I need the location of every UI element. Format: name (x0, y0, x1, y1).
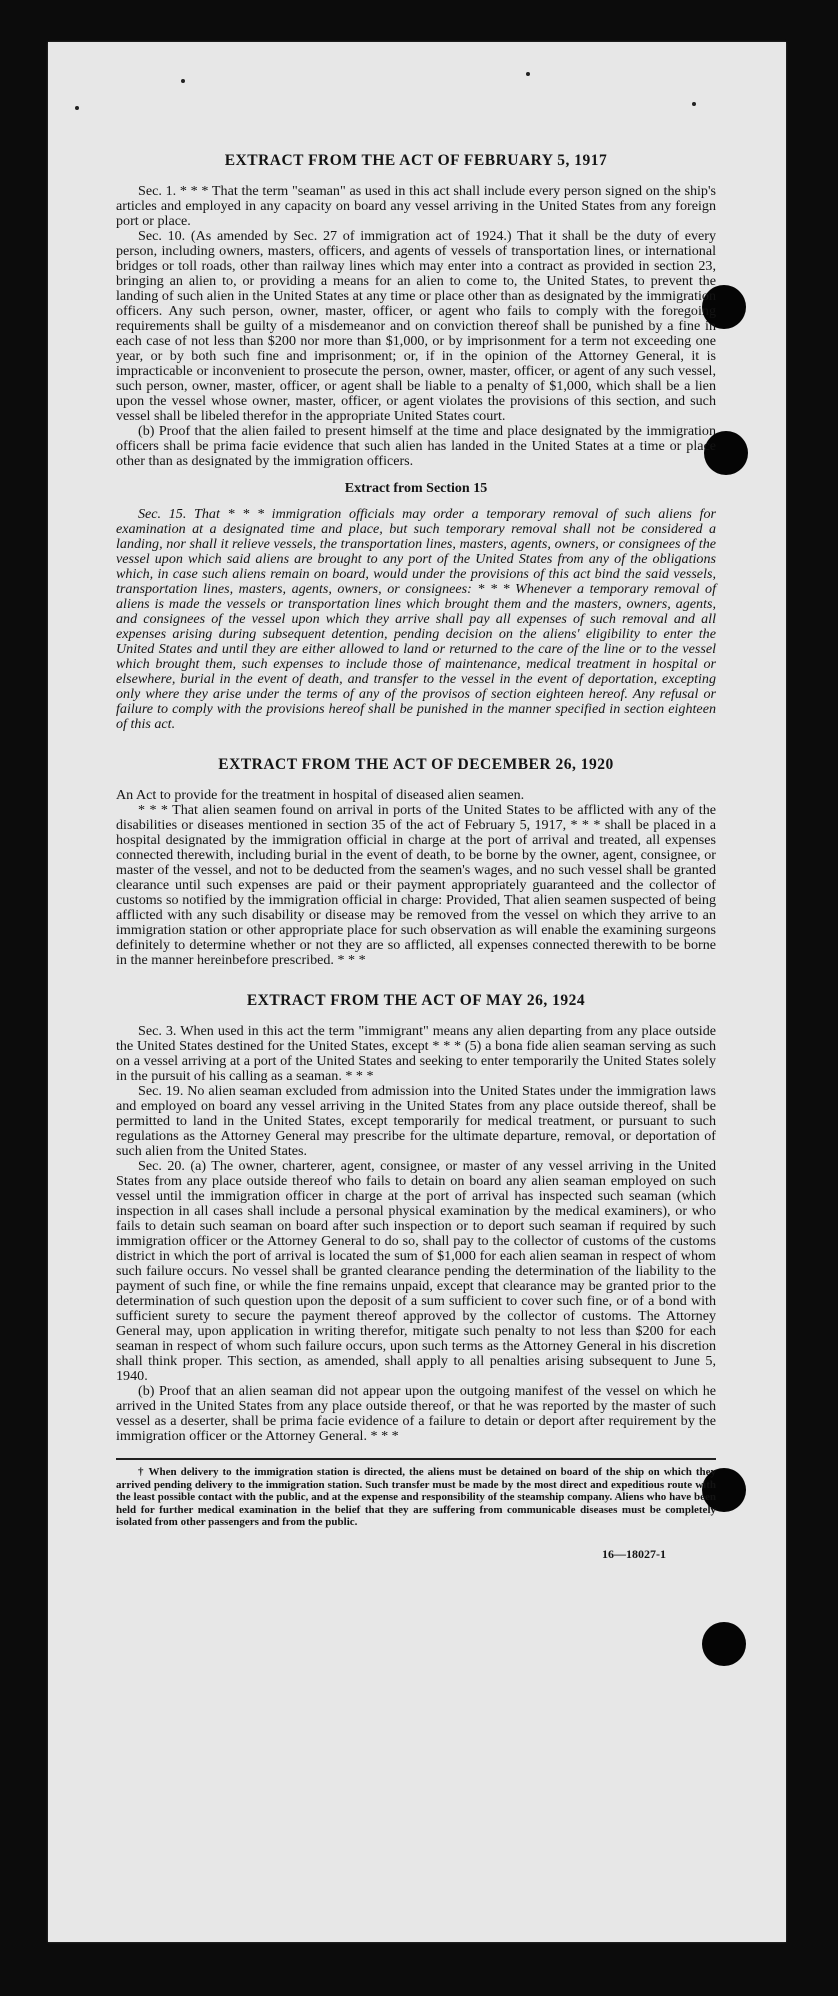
section-15: Sec. 15. That * * * immigration officials may order a temporary removal of such aliens for examination at a designated time and place, but such temporary removal shall not be considered a landing, nor shall it relieve vessels, the transportation lines, masters, agents, owners, or consignees of the vessel upon which said aliens are brought to any port of the United States from any of the obligations which, in case such aliens remain on board, would under the provisions of this act bind the said vessels, transportation lines, masters, agents, owners, or consignees: * * * Whenever a temporary removal of aliens is made the vessels or transportation lines which brought them and the masters, owners, agents, and consignees of the vessel upon which they arrive shall pay all expenses of such removal and all expenses arising during subsequent detention, pending decision on the aliens' eligibility to enter the United States and until they are either allowed to land or returned to the care of the line or to the vessel which brought them, such expenses to include those of maintenance, medical treatment in hospital or elsewhere, burial in the event of death, and transfer to the vessel in the event of deportation, excepting only where they arise under the terms of any of the provisos of section eighteen hereof. Any refusal or failure to comply with the provisions hereof shall be punished in the manner specified in section eighteen of this act. (116, 506, 716, 732)
form-number: 16—18027-1 (602, 1546, 666, 1561)
heading-act-1924: EXTRACT FROM THE ACT OF MAY 26, 1924 (246, 992, 586, 1009)
heading-section-15: Extract from Section 15 (344, 481, 488, 496)
footnote-divider (116, 1458, 716, 1460)
ink-speck (692, 102, 696, 106)
ink-speck (526, 72, 530, 76)
section-10: Sec. 10. (As amended by Sec. 27 of immigration act of 1924.) That it shall be the duty of every person, including owners, masters, officers, and agents of vessels of transportation lines, or international bridges or toll roads, other than railway lines which may enter into a contract as provided in section 23, bringing an alien to, or providing a means for an alien to come to, the United States, to prevent the landing of such alien in the United States at any time or place other than as designated by the immigration officers. Any such person, owner, master, officer, or agent who fails to comply with the foregoing requirements shall be guilty of a misdemeanor and on conviction thereof shall be punished by a fine in each case of not less than $200 nor more than $1,000, or by imprisonment for a term not exceeding one year, or by both such fine and imprisonment; or, if in the opinion of the Attorney General, it is impracticable or inconvenient to prosecute the person, owner, master, officer, or agent of any such vessel, such person, owner, master, officer, or agent shall be liable to a penalty of $1,000, which shall be a lien upon the vessel whose owner, master, officer, or agent violates the provisions of this section, and such vessel shall be libeled therefor in the appropriate United States court. (116, 228, 716, 424)
section-19: Sec. 19. No alien seaman excluded from admission into the United States under the immigration laws and employed on board any vessel arriving in the United States from any place outside thereof, shall be permitted to land in the United States, except temporarily for medical treatment, or pursuant to such regulations as the Attorney General may prescribe for the ultimate departure, removal, or deportation of such alien from the United States. (116, 1083, 716, 1159)
section-3: Sec. 3. When used in this act the term "immigrant" means any alien departing from any place outside the United States destined for the United States, except * * * (5) a bona fide alien seaman serving as such on a vessel arriving at a port of the United States and seeking to enter temporarily the United States solely in the pursuit of his calling as a seaman. * * * (116, 1023, 716, 1084)
punch-hole (702, 1622, 746, 1666)
ink-speck (181, 79, 185, 83)
scanned-page (48, 42, 786, 1942)
section-10-b: (b) Proof that the alien failed to present himself at the time and place designated by the immigration officers shall be prima facie evidence that such alien has landed in the United States at a time or place other than as designated by the immigration officers. (116, 423, 716, 469)
heading-act-1917: EXTRACT FROM THE ACT OF FEBRUARY 5, 1917 (224, 152, 608, 169)
document-body (116, 152, 716, 1562)
footnote: † When delivery to the immigration station is directed, the aliens must be detained on board of the ship on which they arrived pending delivery to the immigration station. Such transfer must be made by the most direct and expeditious route with the least possible contact with the public, and at the expense and responsibility of the steamship company. Aliens who have been held for further medical examination in the belief that they are suffering from communicable diseases must be completely isolated from other passengers and from the public. (116, 1466, 716, 1528)
heading-act-1920: EXTRACT FROM THE ACT OF DECEMBER 26, 1920 (218, 756, 614, 773)
act-1920-body: * * * That alien seamen found on arrival in ports of the United States to be afflicted with any of the disabilities or diseases mentioned in section 35 of the act of February 5, 1917, * * * shall be placed in a hospital designated by the immigration official in charge at the port of arrival and treated, all expenses connected therewith, including burial in the event of death, to be borne by the owner, agent, consignee, or master of the vessel, and not to be deducted from the seamen's wages, and no such vessel shall be granted clearance until such expenses are paid or their payment appropriately guaranteed and the collector of customs so notified by the immigration official in charge: Provided, That alien seamen suspected of being afflicted with any such disability or disease may be removed from the vessel on which they arrive to an immigration station or other appropriate place for such observation as will enable the examining surgeons definitely to determine whether or not they are so afflicted, all expenses connected therewith to be borne in the manner hereinbefore prescribed. * * * (116, 802, 716, 968)
section-20-b: (b) Proof that an alien seaman did not appear upon the outgoing manifest of the vessel on which he arrived in the United States from any place outside thereof, or that he was reported by the master of such vessel as a deserter, shall be prima facie evidence of a failure to detain or deport after requirement by the immigration officer or the Attorney General. * * * (116, 1383, 716, 1444)
ink-speck (75, 106, 79, 110)
section-20-a: Sec. 20. (a) The owner, charterer, agent, consignee, or master of any vessel arriving in the United States from any place outside thereof who fails to detain on board any alien seaman employed on such vessel until the immigration officer in charge at the port of arrival has inspected such seaman (which inspection in all cases shall include a personal physical examination by the medical examiners), or who fails to detain such seaman on board after such inspection or to deport such seaman if required by such immigration officer or the Attorney General to do so, shall pay to the collector of customs of the customs district in which the port of arrival is located the sum of $1,000 for each alien seaman in respect of whom such failure occurs. No vessel shall be granted clearance pending the determination of the liability to the payment of such fine, or while the fine remains unpaid, except that clearance may be granted prior to the determination of such question upon the deposit of a sum sufficient to cover such fine, or of a bond with sufficient surety to secure the payment thereof approved by the collector of customs. The Attorney General may, upon application in writing therefor, mitigate such penalty to not less than $200 for each seaman in respect of whom such failure occurs, upon such terms as the Attorney General in his discretion shall think proper. This section, as amended, shall apply to all penalties arising subsequent to June 5, 1940. (116, 1158, 716, 1384)
section-1: Sec. 1. * * * That the term "seaman" as used in this act shall include every person signed on the ship's articles and employed in any capacity on board any vessel arriving in the United States from any foreign port or place. (116, 183, 716, 229)
act-1920-title: An Act to provide for the treatment in hospital of diseased alien seamen. (116, 787, 525, 803)
